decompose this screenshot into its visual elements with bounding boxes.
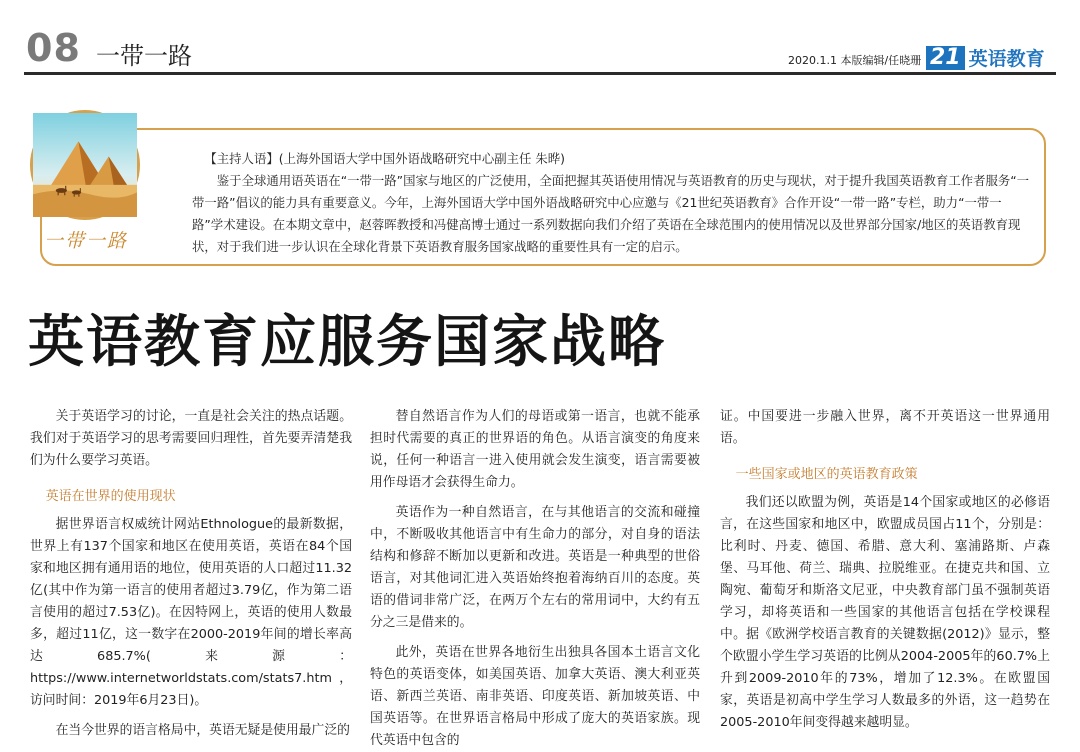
- issue-meta: 2020.1.1 本版编辑/任晓珊: [788, 54, 922, 67]
- page-header: [0, 0, 1080, 82]
- article-column-3: [720, 406, 1050, 730]
- paragraph: 据世界语言权威统计网站Ethnologue的最新数据，世界上有137个国家和地区在使用英语，英语在84个国家和地区拥有通用语的地位，使用英语的人口超过11.32亿(其中作为第一语言的使用者超过3.79亿，作为第二语言使用的超过7.53亿)。在因特网上，英语的使用人数最多，超过11亿，这一数字在2000-2019年间的增长率高达685.7%(来源：https://www.internetworldstats.com/stats7.htm，访问时间：2019年6月23日)。: [30, 517, 352, 708]
- section-name: 一带一路: [96, 42, 192, 70]
- paragraph: 我们还以欧盟为例，英语是14个国家或地区的必修语言，在这些国家和地区中，欧盟成员国占11个，分别是：比利时、丹麦、德国、希腊、意大利、塞浦路斯、卢森堡、马耳他、荷兰、瑞典、拉脱维亚。在捷克共和国、立陶宛、葡萄牙和斯洛文尼亚，中央教育部门虽不强制英语学习，却将英语和一些国家的其他语言包括在学校课程中。据《欧洲学校语言教育的关键数据(2012)》显示，整个欧盟小学生学习英语的比例从2004-2005年的60.7%上升到2009-2010年的73%，增加了12.3%。在欧盟国家，英语是初高中学生学习人数最多的外语，这一趋势在2005-2010年间变得越来越明显。: [720, 495, 1050, 730]
- logo-text: 英语教育: [968, 48, 1045, 70]
- publication-logo: [926, 44, 1045, 71]
- pyramid-desert-icon: [33, 113, 137, 217]
- paragraph: 关于英语学习的讨论，一直是社会关注的热点话题。我们对于英语学习的思考需要回归理性，首先要弄清楚我们为什么要学习英语。: [30, 409, 352, 468]
- paragraph: 替自然语言作为人们的母语或第一语言，也就不能承担时代需要的真正的世界语的角色。从语言演变的角度来说，任何一种语言一进入使用就会发生演变，语言需要被用作母语才会获得生命力。: [370, 409, 700, 490]
- paragraph: 在当今世界的语言格局中，英语无疑是使用最广泛的: [55, 723, 350, 738]
- article-column-1: [30, 406, 352, 738]
- host-intro-text: [192, 148, 1032, 258]
- header-divider: [24, 72, 1056, 75]
- emblem-label: 一带一路: [44, 230, 129, 252]
- logo-mark: 21: [926, 46, 965, 70]
- belt-road-emblem: [30, 110, 140, 220]
- page-number: 08: [26, 26, 81, 70]
- host-intro-box: [40, 128, 1046, 266]
- subheading: 英语在世界的使用现状: [45, 489, 176, 504]
- subheading: 一些国家或地区的英语教育政策: [735, 467, 918, 482]
- paragraph: 证。中国要进一步融入世界，离不开英语这一世界通用语。: [720, 409, 1050, 446]
- host-intro-body: 鉴于全球通用语英语在“一带一路”国家与地区的广泛使用，全面把握其英语使用情况与英语教育的历史与现状，对于提升我国英语教育工作者服务“一带一路”倡议的能力具有重要意义。今年，上海外国语大学中国外语战略研究中心应邀与《21世纪英语教育》合作开设“一带一路”专栏，助力“一带一路”学术建设。在本期文章中，赵蓉晖教授和冯健高博士通过一系列数据向我们介绍了英语在全球范围内的使用情况以及世界部分国家/地区的英语教育现状，对于我们进一步认识在全球化背景下英语教育服务国家战略的重要性具有一定的启示。: [192, 173, 1030, 254]
- paragraph: 英语作为一种自然语言，在与其他语言的交流和碰撞中，不断吸收其他语言中有生命力的部分，对自身的语法结构和修辞不断加以更新和改进。英语是一种典型的世俗语言，对其他词汇进入英语始终抱着海纳百川的态度。英语的借词非常广泛，在两万个左右的常用词中，大约有五分之三是借来的。: [370, 505, 700, 630]
- host-intro-heading: 【主持人语】(上海外国语大学中国外语战略研究中心副主任 朱晔): [204, 151, 565, 166]
- paragraph: 此外，英语在世界各地衍生出独具各国本土语言文化特色的英语变体，如美国英语、加拿大英语、澳大利亚英语、新西兰英语、南非英语、印度英语、新加坡英语、中国英语等。在世界语言格局中形成了庞大的英语家族。现代英语中包含的: [370, 645, 700, 748]
- article-headline: 英语教育应服务国家战略: [28, 310, 666, 375]
- article-column-2: [370, 406, 700, 748]
